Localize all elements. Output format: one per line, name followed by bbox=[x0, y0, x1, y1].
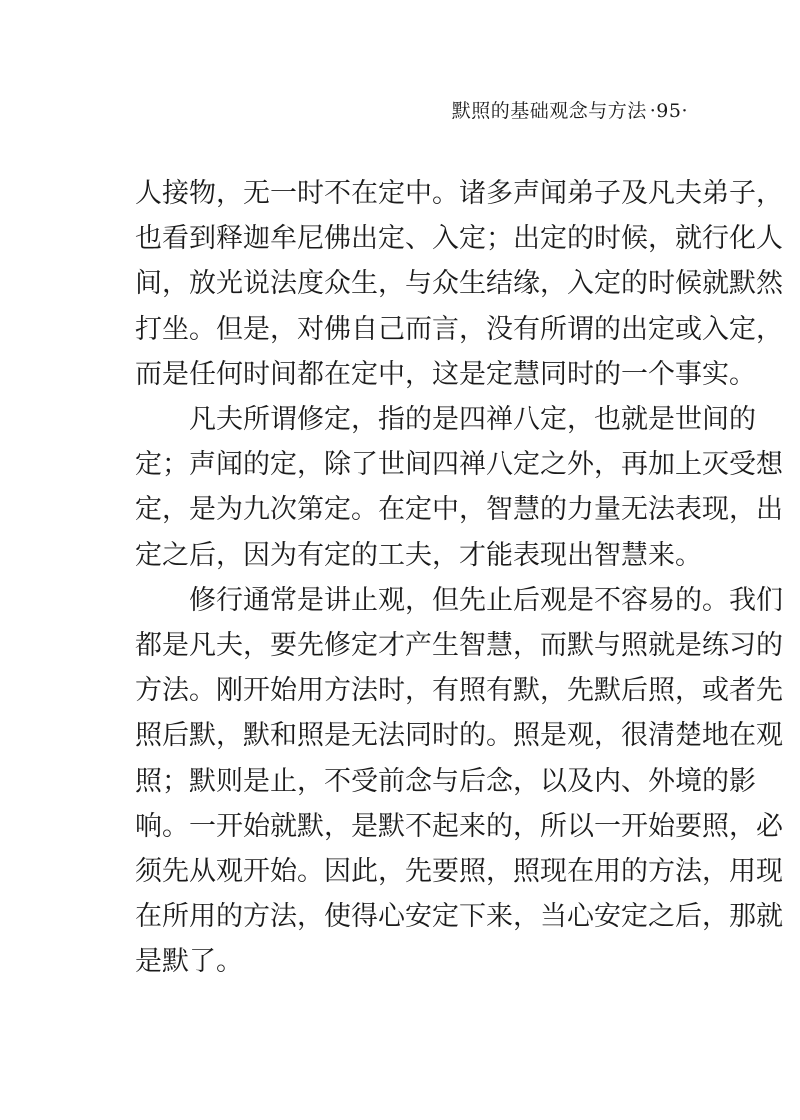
text-line: 照后默，默和照是无法同时的。照是观，很清楚地在观 bbox=[135, 720, 783, 752]
text-line: 而是任何时间都在定中，这是定慧同时的一个事实。 bbox=[135, 358, 756, 390]
text-line: 修行通常是讲止观，但先止后观是不容易的。我们 bbox=[135, 584, 783, 616]
paragraph-3 bbox=[135, 578, 783, 985]
text-line: 也看到释迦牟尼佛出定、入定；出定的时候，就行化人 bbox=[135, 223, 783, 255]
running-header bbox=[452, 96, 688, 123]
text-line: 定；声闻的定，除了世间四禅八定之外，再加上灭受想 bbox=[135, 449, 783, 481]
text-line: 打坐。但是，对佛自己而言，没有所谓的出定或入定， bbox=[135, 313, 783, 345]
text-line: 都是凡夫，要先修定才产生智慧，而默与照就是练习的 bbox=[135, 630, 783, 662]
text-line: 须先从观开始。因此，先要照，照现在用的方法，用现 bbox=[135, 856, 783, 888]
paragraph-2 bbox=[135, 397, 783, 578]
text-line: 间，放光说法度众生，与众生结缘，入定的时候就默然 bbox=[135, 268, 783, 300]
text-line: 是默了。 bbox=[135, 946, 243, 978]
body-text bbox=[135, 171, 783, 985]
page-number: ·95· bbox=[649, 100, 688, 122]
text-line: 人接物，无一时不在定中。诸多声闻弟子及凡夫弟子， bbox=[135, 178, 783, 209]
text-line: 照；默则是止，不受前念与后念，以及内、外境的影 bbox=[135, 765, 756, 797]
paragraph-1 bbox=[135, 171, 783, 397]
text-line: 在所用的方法，使得心安定下来，当心安定之后，那就 bbox=[135, 901, 783, 933]
text-line: 方法。刚开始用方法时，有照有默，先默后照，或者先 bbox=[135, 675, 783, 707]
chapter-title: 默照的基础观念与方法 bbox=[451, 100, 647, 122]
text-line: 凡夫所谓修定，指的是四禅八定，也就是世间的 bbox=[135, 404, 756, 436]
text-line: 定之后，因为有定的工夫，才能表现出智慧来。 bbox=[135, 539, 702, 571]
text-line: 定，是为九次第定。在定中，智慧的力量无法表现，出 bbox=[135, 494, 783, 526]
text-line: 响。一开始就默，是默不起来的，所以一开始要照，必 bbox=[135, 810, 783, 842]
